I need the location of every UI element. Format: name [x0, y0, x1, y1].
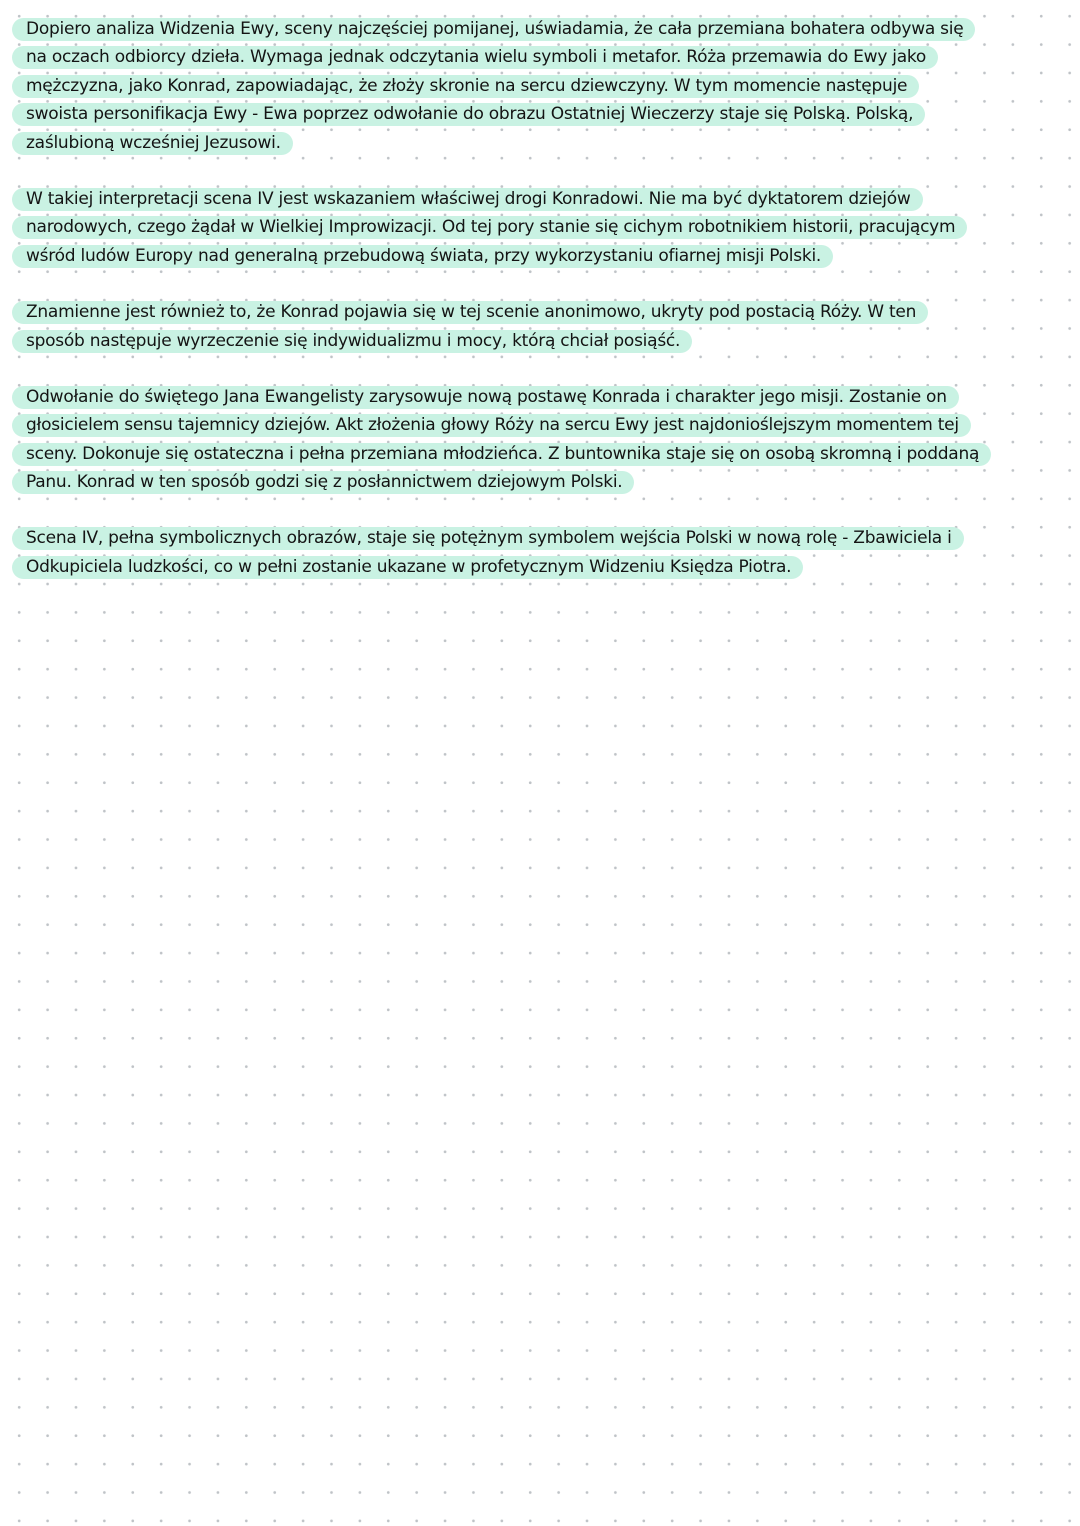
text-line: [12, 298, 1064, 326]
highlighted-text: zaślubioną wcześniej Jezusowi.: [12, 132, 293, 155]
text-line: [12, 242, 1064, 270]
text-line: [12, 72, 1064, 100]
highlighted-text: Panu. Konrad w ten sposób godzi się z posłannictwem dziejowym Polski.: [12, 471, 634, 494]
highlighted-text: W takiej interpretacji scena IV jest wskazaniem właściwej drogi Konradowi. Nie ma być dyktatorem dziejów: [12, 188, 923, 211]
text-line: [12, 553, 1064, 581]
paragraph-2: [12, 185, 1064, 270]
text-line: [12, 468, 1064, 496]
highlighted-text: swoista personifikacja Ewy - Ewa poprzez odwołanie do obrazu Ostatniej Wieczerzy staje się Polską. Polską,: [12, 103, 925, 126]
highlighted-text: narodowych, czego żądał w Wielkiej Improwizacji. Od tej pory stanie się cichym robotnikiem historii, pracującym: [12, 216, 967, 239]
highlighted-text: na oczach odbiorcy dzieła. Wymaga jednak odczytania wielu symboli i metafor. Róża przemawia do Ewy jako: [12, 46, 938, 69]
text-line: [12, 327, 1064, 355]
highlighted-text: Dopiero analiza Widzenia Ewy, sceny najczęściej pomijanej, uświadamia, że cała przemiana bohatera odbywa się: [12, 18, 975, 41]
text-line: [12, 383, 1064, 411]
paragraph-4: [12, 383, 1064, 497]
highlighted-text: sceny. Dokonuje się ostateczna i pełna przemiana młodzieńca. Z buntownika staje się on osobą skromną i poddaną: [12, 443, 991, 466]
text-line: [12, 43, 1064, 71]
text-line: [12, 440, 1064, 468]
highlighted-text: Odwołanie do świętego Jana Ewangelisty zarysowuje nową postawę Konrada i charakter jego misji. Zostanie on: [12, 386, 959, 409]
text-line: [12, 411, 1064, 439]
highlighted-text: sposób następuje wyrzeczenie się indywidualizmu i mocy, którą chciał posiąść.: [12, 330, 692, 353]
highlighted-text: głosicielem sensu tajemnicy dziejów. Akt złożenia głowy Róży na sercu Ewy jest najdonioślejszym momentem tej: [12, 414, 971, 437]
paragraph-5: [12, 524, 1064, 581]
highlighted-text: Znamienne jest również to, że Konrad pojawia się w tej scenie anonimowo, ukryty pod postacią Róży. W ten: [12, 301, 928, 324]
text-line: [12, 185, 1064, 213]
note-body: [12, 15, 1064, 609]
highlighted-text: Scena IV, pełna symbolicznych obrazów, staje się potężnym symbolem wejścia Polski w nową rolę - Zbawiciela i: [12, 527, 964, 550]
text-line: [12, 100, 1064, 128]
paragraph-3: [12, 298, 1064, 355]
text-line: [12, 15, 1064, 43]
highlighted-text: mężczyzna, jako Konrad, zapowiadając, że złoży skronie na sercu dziewczyny. W tym momencie następuje: [12, 75, 919, 98]
text-line: [12, 213, 1064, 241]
highlighted-text: Odkupiciela ludzkości, co w pełni zostanie ukazane w profetycznym Widzeniu Księdza Piotra.: [12, 556, 803, 579]
text-line: [12, 524, 1064, 552]
highlighted-text: wśród ludów Europy nad generalną przebudową świata, przy wykorzystaniu ofiarnej misji Polski.: [12, 245, 833, 268]
paragraph-1: [12, 15, 1064, 157]
text-line: [12, 129, 1064, 157]
